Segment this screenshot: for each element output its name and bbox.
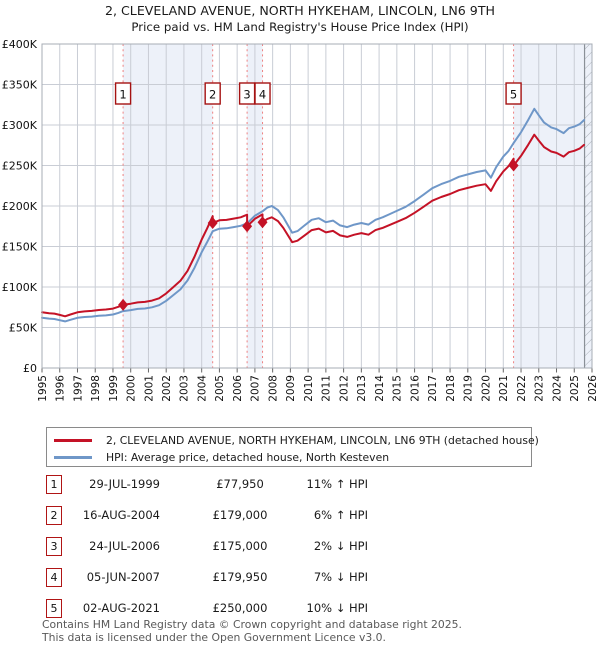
svg-text:2010: 2010	[302, 375, 315, 402]
transaction-date: 16-AUG-2004	[82, 508, 160, 522]
svg-text:1996: 1996	[54, 375, 67, 402]
transaction-date: 29-JUL-1999	[89, 477, 160, 491]
transaction-price: £179,950	[212, 570, 268, 584]
svg-text:1998: 1998	[90, 375, 103, 402]
transaction-row	[0, 502, 600, 533]
copyright-line-1: Contains HM Land Registry data © Crown copyright and database right 2025.	[42, 618, 462, 631]
svg-text:3: 3	[243, 87, 251, 102]
transaction-number-badge: 4	[46, 568, 62, 587]
svg-text:£250K: £250K	[1, 159, 37, 173]
svg-text:2006: 2006	[231, 375, 244, 402]
svg-text:2019: 2019	[462, 375, 475, 402]
svg-text:2007: 2007	[249, 375, 262, 402]
svg-text:2021: 2021	[498, 375, 511, 402]
legend-property-label: 2, CLEVELAND AVENUE, NORTH HYKEHAM, LINCOLN, LN6 9TH (detached house)	[106, 434, 539, 447]
transaction-number-badge: 3	[46, 537, 62, 556]
hpi-line-swatch	[54, 456, 92, 459]
transaction-price: £77,950	[216, 477, 264, 491]
svg-text:2000: 2000	[125, 375, 138, 402]
svg-text:2012: 2012	[338, 375, 351, 402]
svg-text:£200K: £200K	[1, 199, 37, 213]
svg-text:£300K: £300K	[1, 118, 37, 132]
svg-text:£350K: £350K	[1, 78, 37, 92]
copyright-footer	[42, 619, 462, 644]
svg-text:2003: 2003	[178, 375, 191, 402]
legend-hpi-label: HPI: Average price, detached house, North Kesteven	[106, 451, 390, 464]
svg-text:£0: £0	[23, 361, 37, 375]
svg-text:2015: 2015	[391, 375, 404, 402]
svg-text:£100K: £100K	[1, 280, 37, 294]
transaction-price: £175,000	[212, 539, 268, 553]
svg-text:2005: 2005	[214, 375, 227, 402]
svg-text:2009: 2009	[285, 375, 298, 402]
svg-text:5: 5	[509, 87, 518, 102]
legend	[46, 427, 539, 467]
transaction-number-badge: 5	[46, 599, 62, 618]
svg-text:2011: 2011	[320, 375, 333, 402]
svg-text:2002: 2002	[160, 375, 173, 402]
svg-text:2024: 2024	[551, 375, 564, 402]
svg-text:2018: 2018	[444, 375, 457, 402]
svg-text:2026: 2026	[586, 375, 599, 402]
svg-text:2008: 2008	[267, 375, 280, 402]
svg-text:2020: 2020	[480, 375, 493, 402]
transaction-date: 05-JUN-2007	[86, 570, 160, 584]
transaction-table	[0, 471, 600, 626]
legend-item-property	[47, 431, 539, 448]
svg-text:4: 4	[258, 87, 267, 102]
svg-text:1: 1	[119, 87, 127, 102]
transaction-number-badge: 1	[46, 475, 62, 494]
svg-text:1995: 1995	[36, 375, 49, 402]
svg-text:£400K: £400K	[1, 37, 37, 51]
svg-text:2004: 2004	[196, 375, 209, 402]
transaction-row	[0, 471, 600, 502]
svg-text:2013: 2013	[356, 375, 369, 402]
svg-text:1997: 1997	[72, 375, 85, 402]
property-line-swatch	[54, 439, 92, 442]
svg-text:2: 2	[209, 87, 217, 102]
transaction-date: 24-JUL-2006	[89, 539, 160, 553]
page-title: 2, CLEVELAND AVENUE, NORTH HYKEHAM, LINCOLN, LN6 9TH	[105, 3, 495, 18]
svg-text:2001: 2001	[143, 375, 156, 402]
transaction-row	[0, 564, 600, 595]
svg-text:2022: 2022	[515, 375, 528, 402]
transaction-hpi-diff: 6% ↑ HPI	[313, 508, 368, 522]
transaction-price: £179,000	[212, 508, 268, 522]
legend-item-hpi	[47, 448, 389, 465]
svg-text:2014: 2014	[373, 375, 386, 402]
transaction-hpi-diff: 2% ↓ HPI	[313, 539, 368, 553]
copyright-line-2: This data is licensed under the Open Government Licence v3.0.	[42, 630, 386, 644]
transaction-date: 02-AUG-2021	[82, 601, 160, 615]
transaction-price: £250,000	[212, 601, 268, 615]
transaction-hpi-diff: 11% ↑ HPI	[306, 477, 368, 491]
transaction-number-badge: 2	[46, 506, 62, 525]
transaction-hpi-diff: 10% ↓ HPI	[306, 601, 368, 615]
svg-text:2017: 2017	[427, 375, 440, 402]
svg-text:£50K: £50K	[8, 321, 37, 335]
svg-text:2023: 2023	[533, 375, 546, 402]
page-subtitle: Price paid vs. HM Land Registry's House Price Index (HPI)	[131, 20, 469, 34]
transaction-hpi-diff: 7% ↓ HPI	[313, 570, 368, 584]
svg-text:1999: 1999	[107, 375, 120, 402]
svg-text:2025: 2025	[569, 375, 582, 402]
transaction-row	[0, 533, 600, 564]
svg-text:£150K: £150K	[1, 240, 37, 254]
svg-text:2016: 2016	[409, 375, 422, 402]
